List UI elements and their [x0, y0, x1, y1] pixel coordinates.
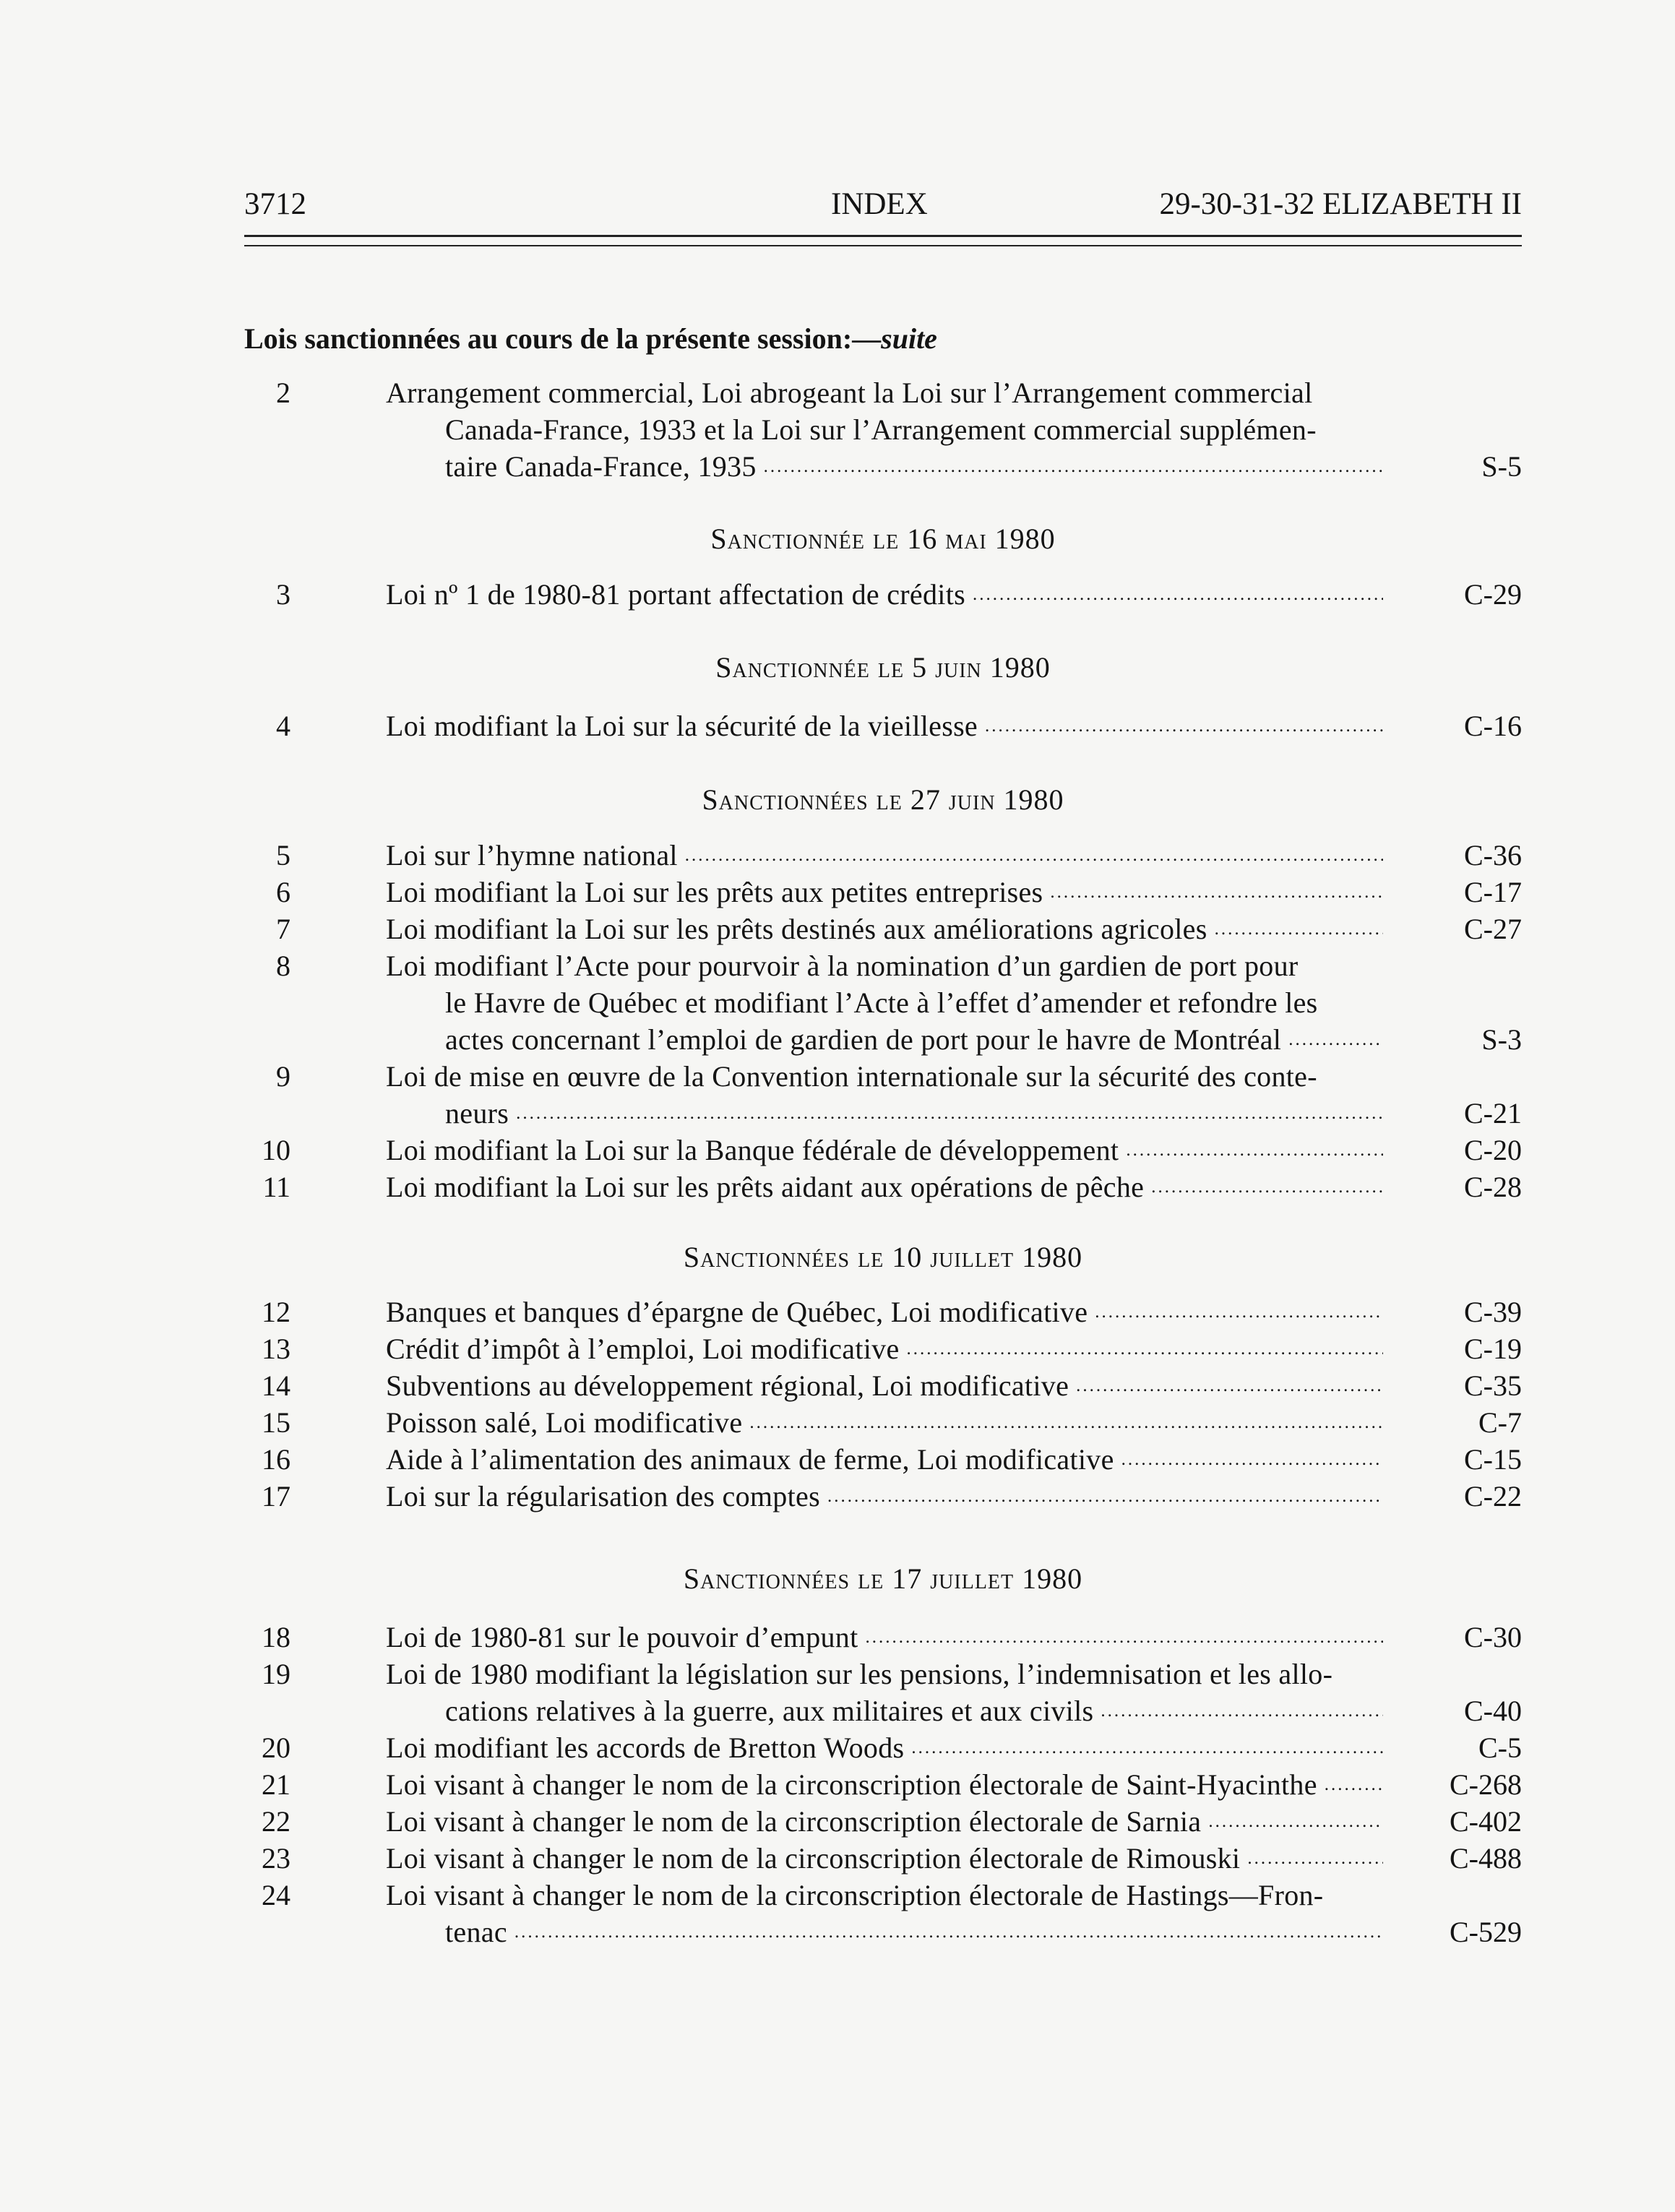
entry-number: 3 [276, 578, 290, 611]
entry-group-3 [244, 707, 1522, 744]
page-number: 3712 [244, 187, 306, 221]
sanction-heading: Sanctionnées le 10 juillet 1980 [683, 1241, 1083, 1273]
index-entry [244, 1330, 1522, 1367]
entry-text: Subventions au développement régional, Loi modificative [386, 1369, 1069, 1402]
leader-dots [907, 1330, 1383, 1367]
leader-dots [1151, 1169, 1383, 1205]
leader-dots [1325, 1766, 1383, 1803]
entry-number: 16 [262, 1443, 290, 1476]
bill-number: C-22 [1464, 1480, 1522, 1512]
bill-number: C-402 [1450, 1805, 1522, 1838]
header-rule-top [244, 235, 1522, 237]
entry-group-6 [244, 1619, 1522, 1950]
entry-text: Loi visant à changer le nom de la circonscription électorale de Hastings—Fron- [386, 1879, 1324, 1911]
bill-number: S-3 [1481, 1023, 1522, 1056]
entry-number: 2 [276, 376, 290, 409]
entry-number: 24 [262, 1879, 290, 1911]
leader-dots [514, 1914, 1383, 1950]
entry-text: Loi modifiant les accords de Bretton Woods [386, 1731, 905, 1764]
index-entry [244, 1877, 1522, 1950]
entry-number: 8 [276, 950, 290, 982]
entry-text: Loi visant à changer le nom de la circonscription électorale de Rimouski [386, 1842, 1241, 1875]
index-entry [244, 1367, 1522, 1404]
bill-number: C-27 [1464, 913, 1522, 945]
entry-text: Loi visant à changer le nom de la circonscription électorale de Sarnia [386, 1805, 1202, 1838]
sanction-heading: Sanctionnée le 16 mai 1980 [710, 522, 1056, 555]
bill-number: C-30 [1464, 1621, 1522, 1653]
entry-text: Loi modifiant l’Acte pour pourvoir à la nomination d’un gardien de port pour [386, 950, 1299, 982]
index-entry [244, 837, 1522, 874]
regnal-year: 29-30-31-32 ELIZABETH II [1159, 187, 1522, 221]
entry-number: 7 [276, 913, 290, 945]
entry-number: 12 [262, 1296, 290, 1328]
entry-number: 13 [262, 1333, 290, 1365]
entry-group-5 [244, 1294, 1522, 1515]
bill-number: C-7 [1478, 1406, 1522, 1439]
entry-number: 14 [262, 1369, 290, 1402]
leader-dots [911, 1729, 1383, 1766]
bill-number: C-15 [1464, 1443, 1522, 1476]
index-entry [244, 374, 1522, 485]
index-entry [244, 911, 1522, 947]
index-entry [244, 1619, 1522, 1656]
entry-text: Loi sur la régularisation des comptes [386, 1480, 820, 1512]
leader-dots [1208, 1803, 1383, 1840]
leader-dots [1101, 1692, 1383, 1729]
entry-number: 9 [276, 1060, 290, 1093]
bill-number: C-29 [1464, 578, 1522, 611]
leader-dots [685, 837, 1383, 874]
bill-number: S-5 [1481, 450, 1522, 483]
entry-number: 18 [262, 1621, 290, 1653]
entry-text: Loi modifiant la Loi sur les prêts aidant aux opérations de pêche [386, 1171, 1145, 1203]
index-entry [244, 947, 1522, 1058]
entry-text: Loi modifiant la Loi sur la sécurité de la vieillesse [386, 710, 978, 742]
entry-text: Loi visant à changer le nom de la circonscription électorale de Saint-Hyacinthe [386, 1768, 1317, 1801]
index-entry [244, 1441, 1522, 1478]
index-entry [244, 707, 1522, 744]
entry-text: Banques et banques d’épargne de Québec, Loi modificative [386, 1296, 1088, 1328]
leader-dots [973, 576, 1383, 613]
leader-dots [1095, 1294, 1383, 1330]
sanction-heading: Sanctionnées le 17 juillet 1980 [683, 1562, 1083, 1595]
bill-number: C-19 [1464, 1333, 1522, 1365]
leader-dots [749, 1404, 1383, 1441]
bill-number: C-36 [1464, 839, 1522, 872]
section-title-suite: suite [881, 322, 937, 355]
index-entry [244, 1404, 1522, 1441]
running-title: INDEX [831, 187, 928, 221]
leader-dots [764, 448, 1383, 485]
section-title [244, 321, 937, 357]
index-entry [244, 1840, 1522, 1877]
entry-number: 10 [262, 1134, 290, 1166]
leader-dots [827, 1478, 1383, 1515]
bill-number: C-28 [1464, 1171, 1522, 1203]
entry-text: Loi de mise en œuvre de la Convention internationale sur la sécurité des conte- [386, 1060, 1317, 1093]
leader-dots [1076, 1367, 1383, 1404]
entry-number: 21 [262, 1768, 290, 1801]
entry-text: Loi modifiant la Loi sur la Banque fédérale de développement [386, 1134, 1119, 1166]
index-entry [244, 576, 1522, 613]
entry-text: Loi nº 1 de 1980-81 portant affectation de crédits [386, 578, 965, 611]
entry-text: cations relatives à la guerre, aux militaires et aux civils [445, 1695, 1094, 1727]
index-entry [244, 1729, 1522, 1766]
sanction-heading: Sanctionnée le 5 juin 1980 [715, 651, 1051, 684]
entry-text: Loi de 1980 modifiant la législation sur les pensions, l’indemnisation et les allo- [386, 1658, 1333, 1690]
entry-group-2 [244, 576, 1522, 613]
entry-text: Arrangement commercial, Loi abrogeant la Loi sur l’Arrangement commercial [386, 376, 1313, 409]
leader-dots [1126, 1132, 1383, 1169]
entry-number: 11 [262, 1171, 290, 1203]
entry-number: 15 [262, 1406, 290, 1439]
index-entry [244, 1058, 1522, 1132]
leader-dots [985, 707, 1383, 744]
entry-text: Canada-France, 1933 et la Loi sur l’Arrangement commercial supplémen- [445, 413, 1317, 446]
section-title-text: Lois sanctionnées au cours de la présente session:— [244, 322, 882, 355]
bill-number: C-39 [1464, 1296, 1522, 1328]
bill-number: C-16 [1464, 710, 1522, 742]
index-entry [244, 1132, 1522, 1169]
entry-number: 19 [262, 1658, 290, 1690]
index-entry [244, 1478, 1522, 1515]
entry-number: 6 [276, 876, 290, 908]
entry-group-1 [244, 374, 1522, 485]
bill-number: C-5 [1478, 1731, 1522, 1764]
entry-text: Loi modifiant la Loi sur les prêts aux petites entreprises [386, 876, 1043, 908]
bill-number: C-488 [1450, 1842, 1522, 1875]
entry-text: Loi sur l’hymne national [386, 839, 678, 872]
leader-dots [1247, 1840, 1383, 1877]
leader-dots [866, 1619, 1383, 1656]
bill-number: C-17 [1464, 876, 1522, 908]
entry-number: 5 [276, 839, 290, 872]
bill-number: C-40 [1464, 1695, 1522, 1727]
entry-number: 23 [262, 1842, 290, 1875]
entry-text: actes concernant l’emploi de gardien de port pour le havre de Montréal [445, 1023, 1282, 1056]
bill-number: C-21 [1464, 1097, 1522, 1129]
bill-number: C-268 [1450, 1768, 1522, 1801]
entry-text: tenac [445, 1916, 507, 1948]
header-rule-bottom [244, 245, 1522, 246]
leader-dots [1121, 1441, 1383, 1478]
index-entry [244, 1169, 1522, 1205]
bill-number: C-20 [1464, 1134, 1522, 1166]
index-entry [244, 1766, 1522, 1803]
index-entry [244, 874, 1522, 911]
entry-number: 4 [276, 710, 290, 742]
bill-number: C-35 [1464, 1369, 1522, 1402]
index-entry [244, 1803, 1522, 1840]
entry-text: Loi de 1980-81 sur le pouvoir d’empunt [386, 1621, 858, 1653]
entry-text: taire Canada-France, 1935 [445, 450, 757, 483]
bill-number: C-529 [1450, 1916, 1522, 1948]
entry-text: Loi modifiant la Loi sur les prêts destinés aux améliorations agricoles [386, 913, 1207, 945]
entry-text: Crédit d’impôt à l’emploi, Loi modificative [386, 1333, 900, 1365]
entry-text: le Havre de Québec et modifiant l’Acte à l’effet d’amender et refondre les [445, 986, 1318, 1019]
sanction-heading: Sanctionnées le 27 juin 1980 [702, 783, 1064, 816]
entry-number: 22 [262, 1805, 290, 1838]
entry-text: Aide à l’alimentation des animaux de ferme, Loi modificative [386, 1443, 1114, 1476]
leader-dots [1215, 911, 1383, 947]
leader-dots [1288, 1021, 1383, 1058]
leader-dots [516, 1095, 1383, 1132]
entry-text: neurs [445, 1097, 509, 1129]
leader-dots [1050, 874, 1383, 911]
entry-text: Poisson salé, Loi modificative [386, 1406, 743, 1439]
entry-number: 20 [262, 1731, 290, 1764]
entry-number: 17 [262, 1480, 290, 1512]
entry-group-4 [244, 837, 1522, 1205]
index-entry [244, 1294, 1522, 1330]
index-entry [244, 1656, 1522, 1729]
